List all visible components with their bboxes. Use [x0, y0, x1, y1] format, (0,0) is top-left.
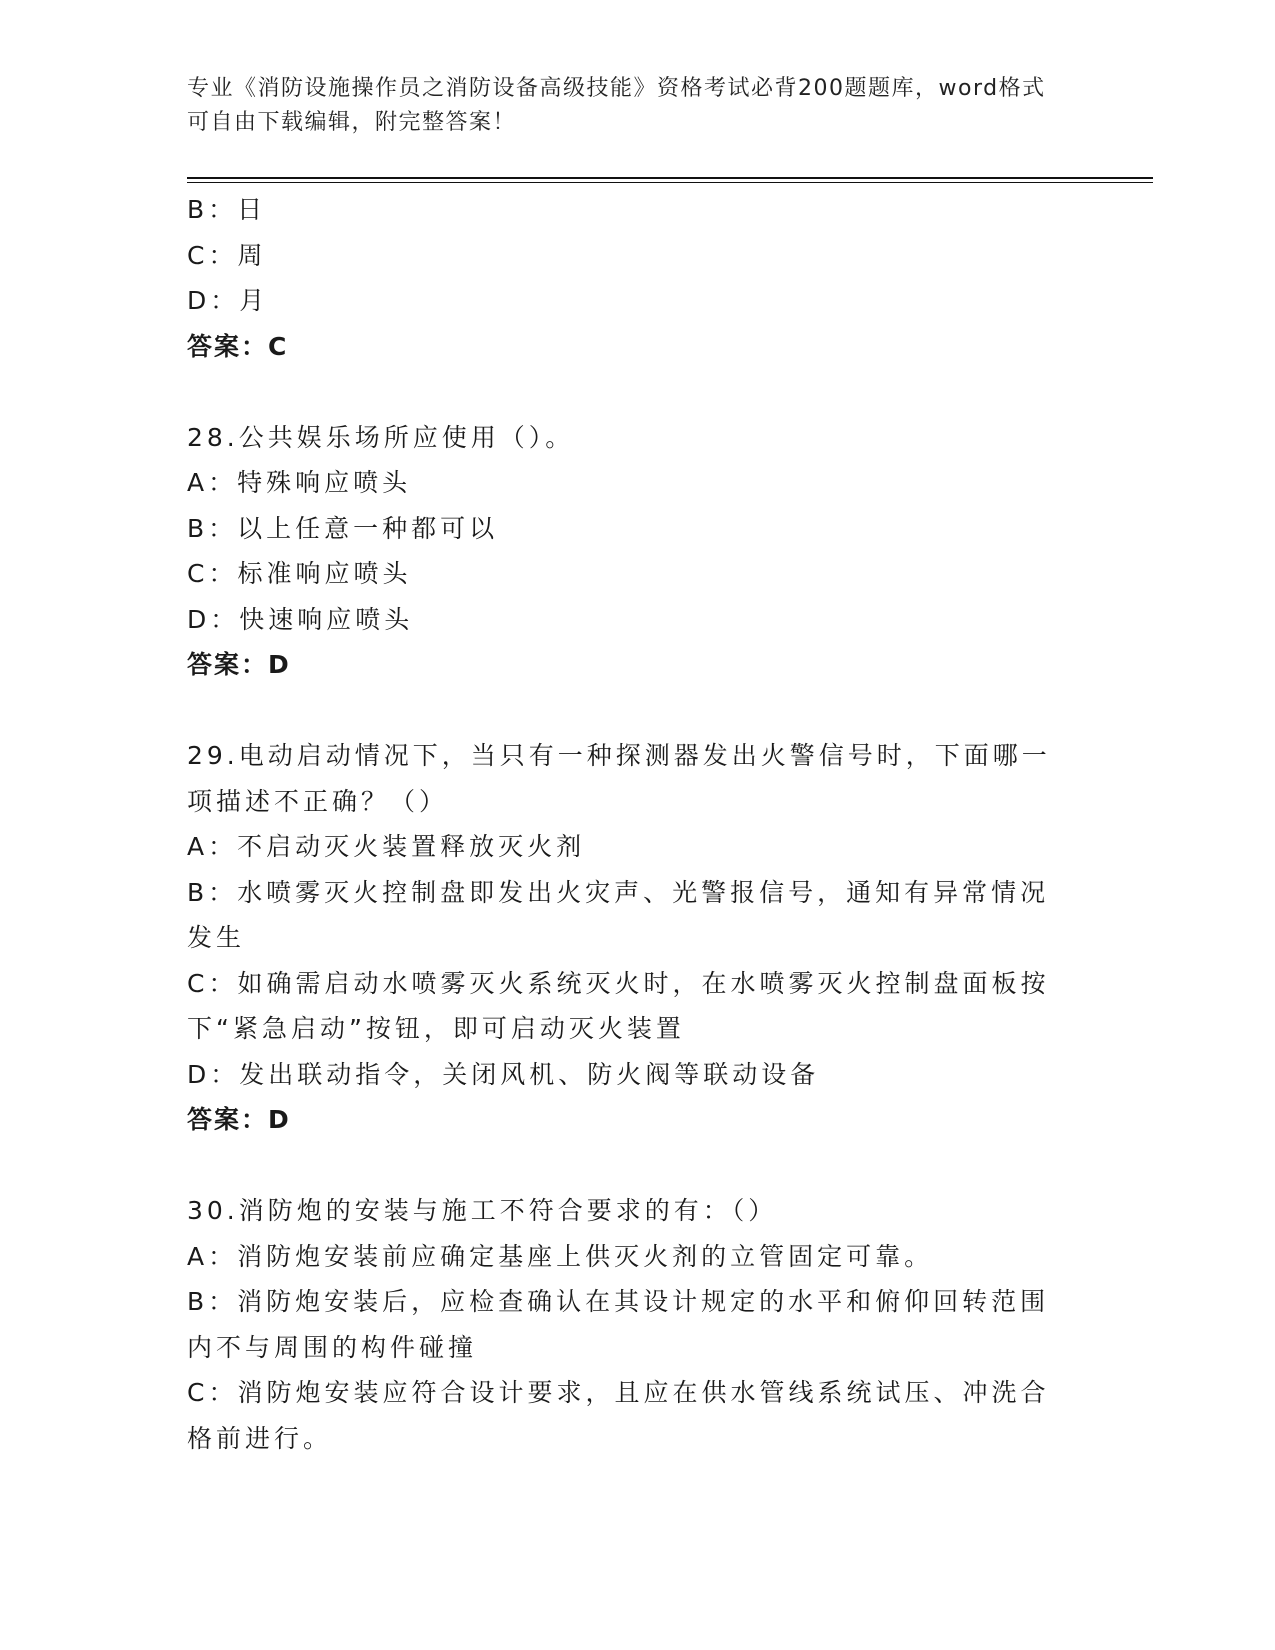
option-label: B: [187, 877, 209, 907]
question-28: [187, 415, 1077, 688]
question-stem: [187, 1188, 1077, 1234]
option-b: B：消防炮安装后，应检查确认在其设计规定的水平和俯仰回转范围内不与周围的构件碰撞: [187, 1287, 1050, 1362]
option-text: 消防炮安装应符合设计要求，且应在供水管线系统试压、冲洗合格前进行。: [187, 1378, 1050, 1453]
option-c: C：如确需启动水喷雾灭火系统灭火时，在水喷雾灭火控制盘面板按下“紧急启动”按钮，即可启动灭火装置: [187, 968, 1050, 1043]
option-text: 以上任意一种都可以: [237, 513, 499, 543]
spacer: [187, 369, 1077, 415]
option-label: B: [187, 1287, 209, 1316]
question-text: 消防炮的安装与施工不符合要求的有：（）: [238, 1196, 778, 1225]
question-stem: [187, 415, 1077, 461]
question-29: [187, 733, 1077, 1143]
option-text: 消防炮安装后，应检查确认在其设计规定的水平和俯仰回转范围内不与周围的构件碰撞: [187, 1287, 1050, 1362]
option-a: A：消防炮安装前应确定基座上供灭火剂的立管固定可靠。: [187, 1241, 934, 1271]
partial-question: [187, 187, 1077, 369]
option-label: D: [187, 1059, 211, 1089]
document-header: 专业《消防设施操作员之消防设备高级技能》资格考试必背200题题库，word格式可自由下载编辑，附完整答案！: [187, 76, 1046, 135]
question-stem: [187, 733, 1077, 824]
option-text: 发出联动指令，关闭风机、防火阀等联动设备: [239, 1059, 820, 1089]
option-a: A：特殊响应喷头: [187, 468, 412, 497]
question-number: 29.: [187, 741, 239, 770]
answer-prefix: 答案：: [187, 1105, 269, 1134]
question-content: [187, 187, 1077, 1461]
spacer: [187, 1143, 1077, 1189]
option-text: 如确需启动水喷雾灭火系统灭火时，在水喷雾灭火控制盘面板按下“紧急启动”按钮，即可启动灭火装置: [187, 968, 1050, 1043]
option-text: 快速响应喷头: [239, 604, 414, 634]
spacer: [187, 688, 1077, 734]
option-c: C：标准响应喷头: [187, 559, 412, 588]
option-b: B：日: [187, 195, 267, 224]
option-text: 消防炮安装前应确定基座上供灭火剂的立管固定可靠。: [237, 1241, 934, 1271]
option-label: A: [187, 468, 209, 497]
answer-value: D: [268, 1105, 291, 1134]
option-text: 特殊响应喷头: [237, 468, 412, 497]
option-label: A: [187, 1241, 209, 1271]
header-divider-thick: [187, 177, 1153, 179]
option-label: B: [187, 195, 209, 224]
answer-value: C: [268, 331, 289, 361]
option-d: D：快速响应喷头: [187, 604, 414, 634]
option-text: 周: [237, 240, 267, 270]
option-label: D: [187, 286, 211, 315]
option-text: 水喷雾灭火控制盘即发出火灾声、光警报信号，通知有异常情况发生: [187, 877, 1050, 952]
header-divider-thin: [187, 182, 1153, 183]
option-label: D: [187, 604, 211, 634]
option-text: 月: [239, 286, 269, 315]
option-text: 标准响应喷头: [237, 559, 412, 588]
option-c: C：消防炮安装应符合设计要求，且应在供水管线系统试压、冲洗合格前进行。: [187, 1378, 1050, 1453]
option-a: A：不启动灭火装置释放灭火剂: [187, 832, 586, 861]
answer-prefix: 答案：: [187, 331, 269, 361]
option-label: B: [187, 513, 209, 543]
option-b: B：水喷雾灭火控制盘即发出火灾声、光警报信号，通知有异常情况发生: [187, 877, 1050, 952]
option-text: 不启动灭火装置释放灭火剂: [237, 832, 586, 861]
question-number: 30.: [187, 1196, 239, 1225]
option-label: A: [187, 832, 209, 861]
answer-line: [187, 324, 1077, 370]
question-text: 电动启动情况下，当只有一种探测器发出火警信号时，下面哪一项描述不正确？（）: [187, 741, 1051, 816]
question-number: 28.: [187, 422, 239, 452]
option-label: C: [187, 559, 209, 588]
answer-line: [187, 1097, 1077, 1143]
option-d: D：发出联动指令，关闭风机、防火阀等联动设备: [187, 1059, 820, 1089]
answer-prefix: 答案：: [187, 650, 269, 679]
option-d: D：月: [187, 286, 269, 315]
question-text: 公共娱乐场所应使用（）。: [238, 422, 575, 452]
question-30: [187, 1188, 1077, 1461]
option-b: B：以上任意一种都可以: [187, 513, 499, 543]
answer-value: D: [268, 650, 291, 679]
option-label: C: [187, 1378, 209, 1407]
option-text: 日: [237, 195, 267, 224]
answer-line: [187, 642, 1077, 688]
option-c: C：周: [187, 240, 267, 270]
option-label: C: [187, 240, 209, 270]
option-label: C: [187, 968, 209, 998]
